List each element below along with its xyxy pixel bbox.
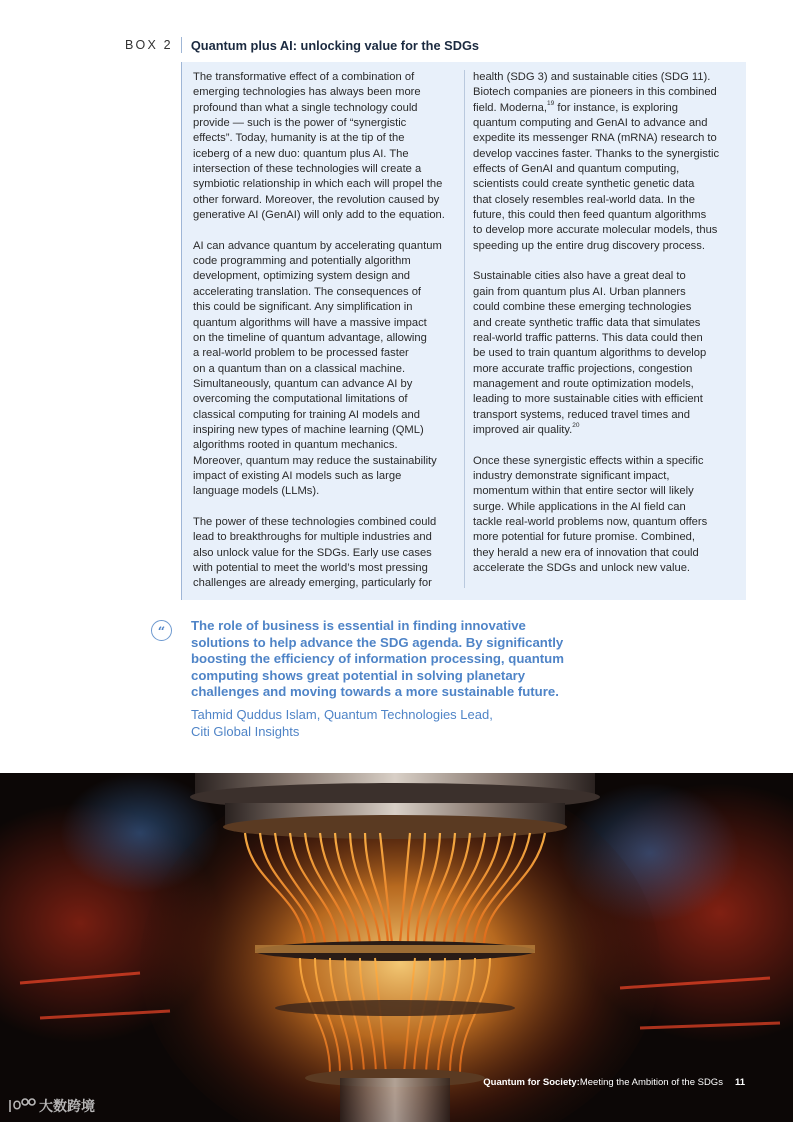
page-footer xyxy=(483,1077,745,1088)
box-left-column xyxy=(193,70,457,592)
quote-icon xyxy=(151,620,172,641)
publication-title: Quantum for Society: xyxy=(483,1077,580,1088)
paragraph: The transformative effect of a combination of emerging technologies has always been more profound than what a single technology could provide — such is the power of “synergistic effects”. Today, humanity is at the tip of the iceberg of a new duo: quantum plus AI. The intersection of these technologies will create a symbiotic relationship in which each will propel the other forward. Moreover, the revolution caused by generative AI (GenAI) will only add to the equation. xyxy=(193,71,445,222)
footnote-ref[interactable]: 20 xyxy=(572,422,580,430)
watermark-logo-icon xyxy=(8,1096,106,1116)
box-title: Quantum plus AI: unlocking value for the SDGs xyxy=(190,37,480,53)
paragraph xyxy=(473,70,735,254)
column-divider xyxy=(464,70,465,588)
box-label: BOX 2 xyxy=(125,38,173,52)
watermark-text: 大数跨境 xyxy=(39,1099,95,1115)
paragraph: AI can advance quantum by accelerating quantum code programming and potentially algorithm development, optimizing system design and accelerating translation. The consequences of this could be significant. Any simplification in quantum algorithms will have a massive impact on the timeline of quantum advantage, allowing a real-world problem to be processed faster on a quantum than on a classical machine. Simultaneously, quantum can advance AI by overcoming the computational limitations of classical computing for training AI models and inspiring new types of machine learning (QML) algorithms rooted in quantum mechanics. Moreover, quantum may reduce the sustainability impact of existing AI models such as large language models (LLMs). xyxy=(193,239,442,498)
paragraph: Once these synergistic effects within a specific industry demonstrate significant impact, momentum within that entire sector will likely surge. While applications in the AI field can tackle real-world problems now, quantum offers more potential for future promise. Combined, they herald a new era of innovation that could accelerate the SDGs and unlock new value. xyxy=(473,454,708,574)
quantum-computer-illustration xyxy=(0,773,793,1122)
box-divider xyxy=(181,37,182,53)
watermark-logo xyxy=(8,1096,106,1116)
quote-mark: “ xyxy=(157,625,166,640)
box-right-column xyxy=(473,70,735,576)
footnote-ref[interactable]: 19 xyxy=(547,99,555,107)
paragraph-text: health (SDG 3) and sustainable cities (SDG 11). Biotech companies are pioneers in this combined field. Moderna, xyxy=(473,71,717,114)
quote-attribution: Tahmid Quddus Islam, Quantum Technologies Lead, Citi Global Insights xyxy=(191,707,493,739)
paragraph-text: Sustainable cities also have a great deal to gain from quantum plus AI. Urban planners could combine these emerging technologies and create synthetic traffic data that simulates real-world traffic patterns. This data could then be used to train quantum algorithms to develop more accurate traffic projections, congestion management and route optimization models, leading to more sustainable cities with efficient transport systems, reduced travel times and improved air quality. xyxy=(473,270,707,436)
paragraph: The power of these technologies combined could lead to breakthroughs for multiple industries and also unlock value for the SDGs. Early use cases with potential to meet the world’s most pressing challenges are already emerging, particularly for xyxy=(193,515,437,590)
publication-subtitle: Meeting the Ambition of the SDGs xyxy=(579,1077,723,1088)
paragraph xyxy=(473,269,735,438)
pull-quote: The role of business is essential in finding innovative solutions to help advance the SDG agenda. By significantly boosting the efficiency of information processing, quantum computing shows great potential in solving planetary challenges and moving towards a more sustainable future. xyxy=(191,618,564,700)
paragraph-text: for instance, is exploring quantum computing and GenAI to advance and expedite its messenger RNA (mRNA) research to develop vaccines faster. Thanks to the synergistic effects of GenAI and quantum computing, scientists could create synthetic genetic data that closely resembles real-world data. In the future, this could then feed quantum algorithms to develop more accurate molecular models, thus speeding up the entire drug discovery process. xyxy=(473,101,720,252)
box-header xyxy=(125,36,479,54)
quantum-computer-image xyxy=(0,773,793,1122)
page-number: 11 xyxy=(734,1077,745,1088)
